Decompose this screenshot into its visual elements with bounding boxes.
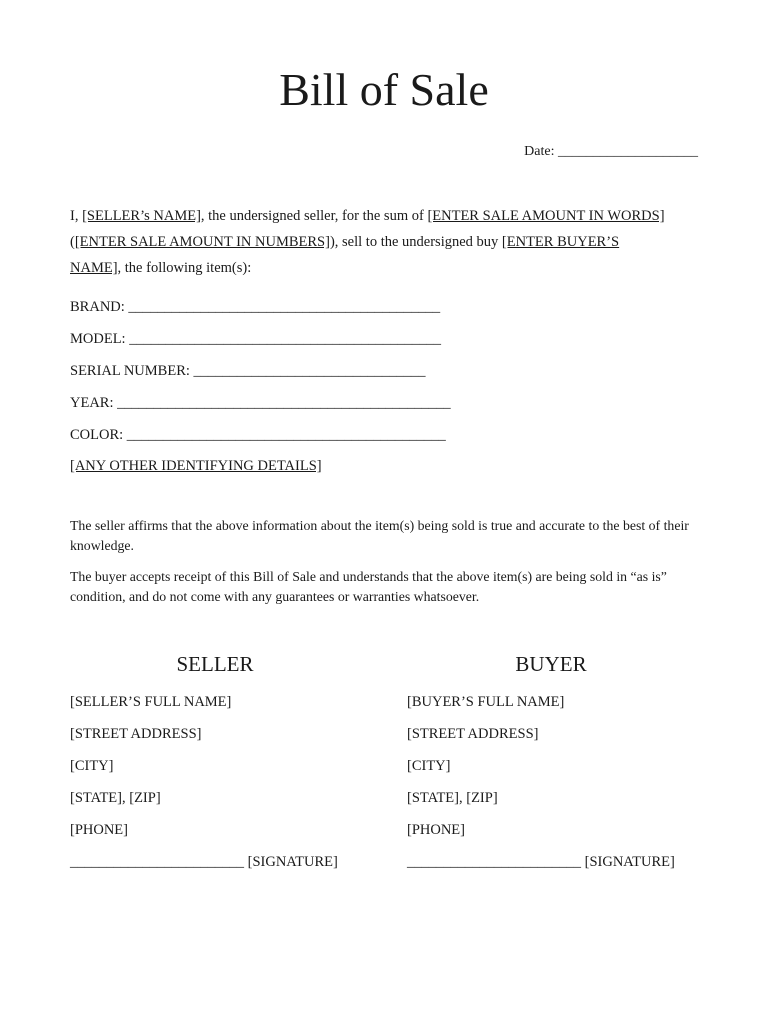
buyer-state-zip: [STATE], [ZIP]: [407, 790, 498, 806]
seller-affirmation-paragraph: The seller affirms that the above information about the item(s) being sold is true and accurate to the best of their knowledge.: [70, 518, 689, 553]
seller-name-placeholder: [SELLER’s NAME]: [82, 208, 201, 224]
buyer-signature-line: ________________________ [SIGNATURE]: [407, 854, 675, 870]
buyer-city: [CITY]: [407, 758, 451, 774]
document-title: Bill of Sale: [279, 64, 489, 115]
intro-paragraph: [70, 203, 670, 281]
seller-city: [CITY]: [70, 758, 114, 774]
color-field: COLOR: ____________________________________________: [70, 427, 446, 443]
buyer-full-name: [BUYER’S FULL NAME]: [407, 694, 565, 710]
buyer-street-address: [STREET ADDRESS]: [407, 726, 539, 742]
serial-number-field: SERIAL NUMBER: ________________________________: [70, 363, 426, 379]
buyer-name-placeholder: [ENTER BUYER’S NAME]: [70, 234, 620, 276]
brand-field: BRAND: ___________________________________________: [70, 299, 441, 315]
intro-text-5: , the following item(s):: [117, 260, 252, 276]
intro-text-1: I,: [70, 208, 83, 224]
year-field: YEAR: ______________________________________________: [70, 395, 451, 411]
seller-full-name: [SELLER’S FULL NAME]: [70, 694, 232, 710]
intro-text-2: , the undersigned seller, for the sum of: [200, 208, 428, 224]
intro-text-3: (: [70, 234, 75, 250]
model-field: MODEL: ___________________________________________: [70, 331, 441, 347]
intro-text-4: ), sell to the undersigned buy: [329, 234, 502, 250]
amount-numbers-placeholder: [ENTER SALE AMOUNT IN NUMBERS]: [74, 234, 330, 250]
amount-words-placeholder: [ENTER SALE AMOUNT IN WORDS]: [427, 208, 665, 224]
seller-heading: SELLER: [176, 652, 254, 676]
seller-signature-line: ________________________ [SIGNATURE]: [70, 854, 338, 870]
date-field: Date: ____________________: [524, 144, 698, 159]
seller-phone: [PHONE]: [70, 822, 128, 838]
seller-street-address: [STREET ADDRESS]: [70, 726, 202, 742]
buyer-phone: [PHONE]: [407, 822, 465, 838]
buyer-acceptance-paragraph: The buyer accepts receipt of this Bill of Sale and understands that the above item(s) are being sold in “as is” condition, and do not come with any guarantees or warranties whatsoever.: [70, 569, 667, 604]
other-details-placeholder: [ANY OTHER IDENTIFYING DETAILS]: [70, 458, 322, 474]
buyer-heading: BUYER: [515, 652, 587, 676]
seller-state-zip: [STATE], [ZIP]: [70, 790, 161, 806]
